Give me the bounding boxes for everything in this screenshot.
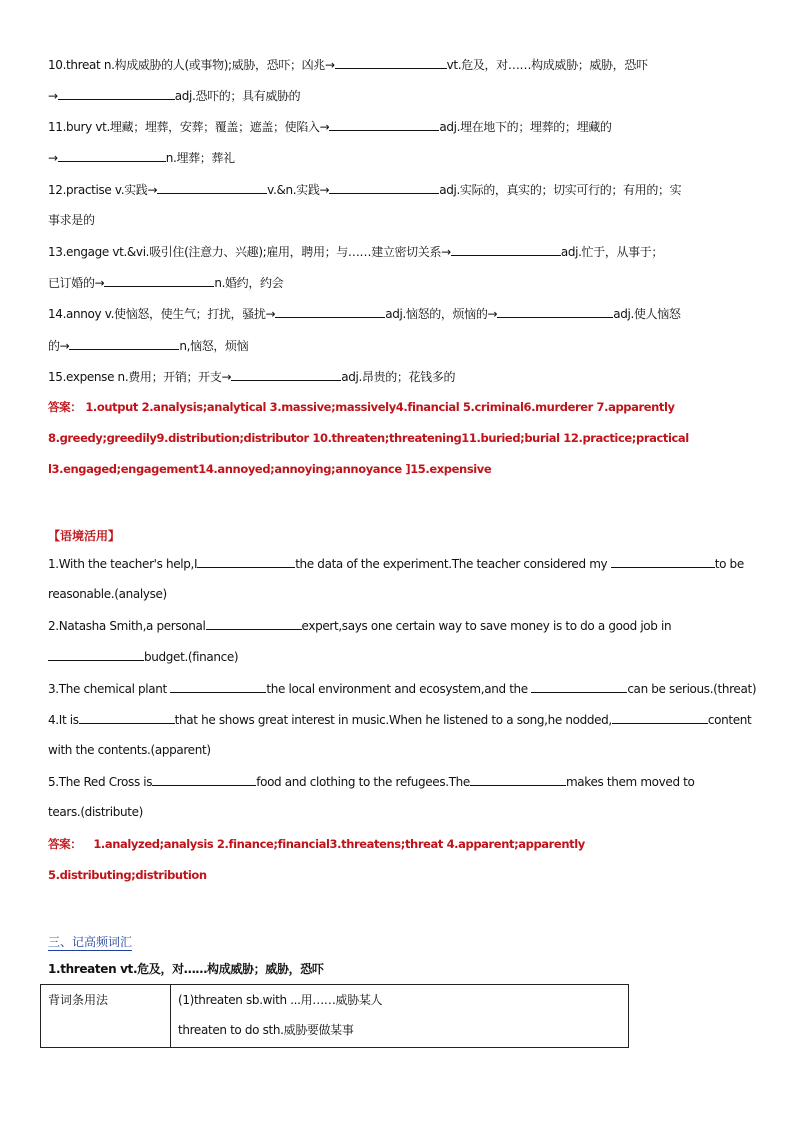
fill-blank[interactable] bbox=[58, 149, 166, 162]
context-text: budget.(finance) bbox=[144, 650, 239, 664]
context-text: makes them moved to bbox=[565, 775, 695, 789]
vocab-item-10-line-2 bbox=[48, 87, 748, 104]
fill-blank[interactable] bbox=[206, 617, 302, 630]
context-item-1-line-2 bbox=[48, 586, 748, 602]
vocab-text: 12.practise v.实践→ bbox=[48, 183, 158, 197]
vocab-item-14-line-2 bbox=[48, 337, 748, 354]
answer-text: 1.output 2.analysis;analytical 3.massive;massively4.financial 5.criminal6.murderer 7.apparently bbox=[85, 400, 675, 414]
usage-body-cell bbox=[171, 985, 629, 1048]
usage-label: 背词条用法 bbox=[48, 993, 109, 1007]
vocab-text: adj.实际的，真实的；切实可行的；有用的；实 bbox=[439, 183, 682, 197]
fill-blank[interactable] bbox=[48, 648, 144, 661]
context-text: with the contents.(apparent) bbox=[48, 743, 211, 757]
vocab-text: n.婚约，约会 bbox=[214, 276, 284, 290]
fill-blank[interactable] bbox=[275, 305, 385, 318]
vocab-item-10-line-1 bbox=[48, 56, 748, 73]
vocab-text: 14.annoy v.使恼怒，使生气；打扰，骚扰→ bbox=[48, 307, 276, 321]
context-item-4-line-2 bbox=[48, 742, 748, 758]
answer-line-3 bbox=[48, 461, 748, 477]
context-text: the data of the experiment.The teacher considered my bbox=[295, 557, 611, 571]
vocab-text: 10.threat n.构成威胁的人(或事物);威胁，恐吓；凶兆→ bbox=[48, 58, 335, 72]
vocab-text: 11.bury vt.埋藏；埋葬，安葬；覆盖；遮盖；使陷入→ bbox=[48, 120, 330, 134]
vocab-text: 15.expense n.费用；开销；开支→ bbox=[48, 370, 232, 384]
fill-blank[interactable] bbox=[451, 243, 561, 256]
fill-blank[interactable] bbox=[531, 680, 627, 693]
fill-blank[interactable] bbox=[335, 56, 447, 69]
fill-blank[interactable] bbox=[611, 555, 715, 568]
context-text: can be serious.(threat) bbox=[627, 682, 757, 696]
usage-line: (1)threaten sb.with ...用……威胁某人 bbox=[178, 993, 383, 1007]
context-item-2-line-1 bbox=[48, 617, 748, 634]
context-section-title: 【语境活用】 bbox=[48, 529, 121, 543]
fill-blank[interactable] bbox=[329, 181, 439, 194]
vocab-item-11-line-1 bbox=[48, 118, 748, 135]
answer-text: 5.distributing;distribution bbox=[48, 868, 207, 882]
context-text: to be bbox=[714, 557, 744, 571]
context-text: reasonable.(analyse) bbox=[48, 587, 167, 601]
fill-blank[interactable] bbox=[69, 337, 179, 350]
fill-blank[interactable] bbox=[170, 680, 266, 693]
fill-blank[interactable] bbox=[231, 368, 341, 381]
answer-line-1 bbox=[48, 399, 748, 415]
usage-label-cell bbox=[41, 985, 171, 1048]
fill-blank[interactable] bbox=[104, 274, 214, 287]
answer-text: 1.analyzed;analysis 2.finance;financial3.threatens;threat 4.apparent;apparently bbox=[93, 837, 585, 851]
context-text: 5.The Red Cross is bbox=[48, 775, 153, 789]
context-item-4-line-1 bbox=[48, 711, 752, 728]
context-text: 3.The chemical plant bbox=[48, 682, 171, 696]
vocab-item-12-line-1 bbox=[48, 181, 748, 198]
fill-blank[interactable] bbox=[152, 773, 256, 786]
vocab-text: n,恼怒，烦恼 bbox=[179, 339, 249, 353]
context-text: the local environment and ecosystem,and the bbox=[266, 682, 532, 696]
answer-line-2 bbox=[48, 430, 748, 446]
fill-blank[interactable] bbox=[470, 773, 566, 786]
context-item-5-line-2 bbox=[48, 804, 748, 820]
context-text: food and clothing to the refugees.The bbox=[256, 775, 470, 789]
vocab-item-11-line-2 bbox=[48, 149, 748, 166]
answer2-line-1 bbox=[48, 836, 748, 852]
context-text: content bbox=[707, 713, 752, 727]
vocab-text: 事求是的 bbox=[48, 213, 95, 227]
answer2-line-2 bbox=[48, 867, 748, 883]
context-text: 4.It is bbox=[48, 713, 79, 727]
vocab-item-13-line-1 bbox=[48, 243, 748, 260]
vocab-text: 的→ bbox=[48, 339, 70, 353]
usage-line: threaten to do sth.威胁要做某事 bbox=[178, 1023, 354, 1037]
vocab-item-15-line-1 bbox=[48, 368, 748, 385]
context-text: expert,says one certain way to save money is to do a good job in bbox=[301, 619, 672, 633]
context-item-1-line-1 bbox=[48, 555, 748, 572]
context-item-5-line-1 bbox=[48, 773, 748, 790]
vocab-text: adj.昂贵的；花钱多的 bbox=[341, 370, 456, 384]
vocab-text: adj.恐吓的；具有威胁的 bbox=[174, 89, 301, 103]
fill-blank[interactable] bbox=[58, 87, 175, 100]
context-text: that he shows great interest in music.When he listened to a song,he nodded, bbox=[174, 713, 612, 727]
fill-blank[interactable] bbox=[612, 711, 708, 724]
context-item-2-line-2 bbox=[48, 648, 748, 665]
vocab-text: adj.埋在地下的；埋葬的；埋藏的 bbox=[439, 120, 612, 134]
vocab-text: adj.忙于，从事于； bbox=[560, 245, 664, 259]
fill-blank[interactable] bbox=[329, 118, 439, 131]
vocab-text: → bbox=[48, 89, 58, 103]
vocab-text: adj.恼怒的，烦恼的→ bbox=[385, 307, 498, 321]
context-text: 2.Natasha Smith,a personal bbox=[48, 619, 206, 633]
section3-word-line: 1.threaten vt.危及，对……构成威胁；威胁，恐吓 bbox=[48, 962, 324, 976]
vocab-item-12-line-2 bbox=[48, 212, 748, 228]
answer-text: l3.engaged;engagement14.annoyed;annoying;annoyance ]15.expensive bbox=[48, 462, 492, 476]
context-text: 1.With the teacher's help,I bbox=[48, 557, 198, 571]
answer-label: 答案： bbox=[48, 837, 82, 851]
vocab-text: 已订婚的→ bbox=[48, 276, 105, 290]
vocab-text: vt.危及，对……构成威胁；威胁，恐吓 bbox=[446, 58, 648, 72]
vocab-text: adj.使人恼怒 bbox=[613, 307, 681, 321]
vocab-text: v.&n.实践→ bbox=[267, 183, 330, 197]
context-text: tears.(distribute) bbox=[48, 805, 143, 819]
vocab-text: 13.engage vt.&vi.吸引住(注意力、兴趣);雇用，聘用；与……建立密切关系→ bbox=[48, 245, 451, 259]
fill-blank[interactable] bbox=[197, 555, 295, 568]
vocab-item-13-line-2 bbox=[48, 274, 748, 291]
answer-label: 答案： bbox=[48, 400, 82, 414]
vocab-item-14-line-1 bbox=[48, 305, 748, 322]
section3-title: 三、记高频词汇 bbox=[48, 935, 133, 949]
fill-blank[interactable] bbox=[157, 181, 267, 194]
vocab-text: → bbox=[48, 151, 58, 165]
usage-table bbox=[40, 984, 629, 1048]
vocab-text: n.埋葬；葬礼 bbox=[165, 151, 235, 165]
context-item-3-line-1 bbox=[48, 680, 757, 697]
fill-blank[interactable] bbox=[79, 711, 175, 724]
answer-text: 8.greedy;greedily9.distribution;distributor 10.threaten;threatening11.buried;burial 12.practice;practical bbox=[48, 431, 689, 445]
fill-blank[interactable] bbox=[497, 305, 613, 318]
